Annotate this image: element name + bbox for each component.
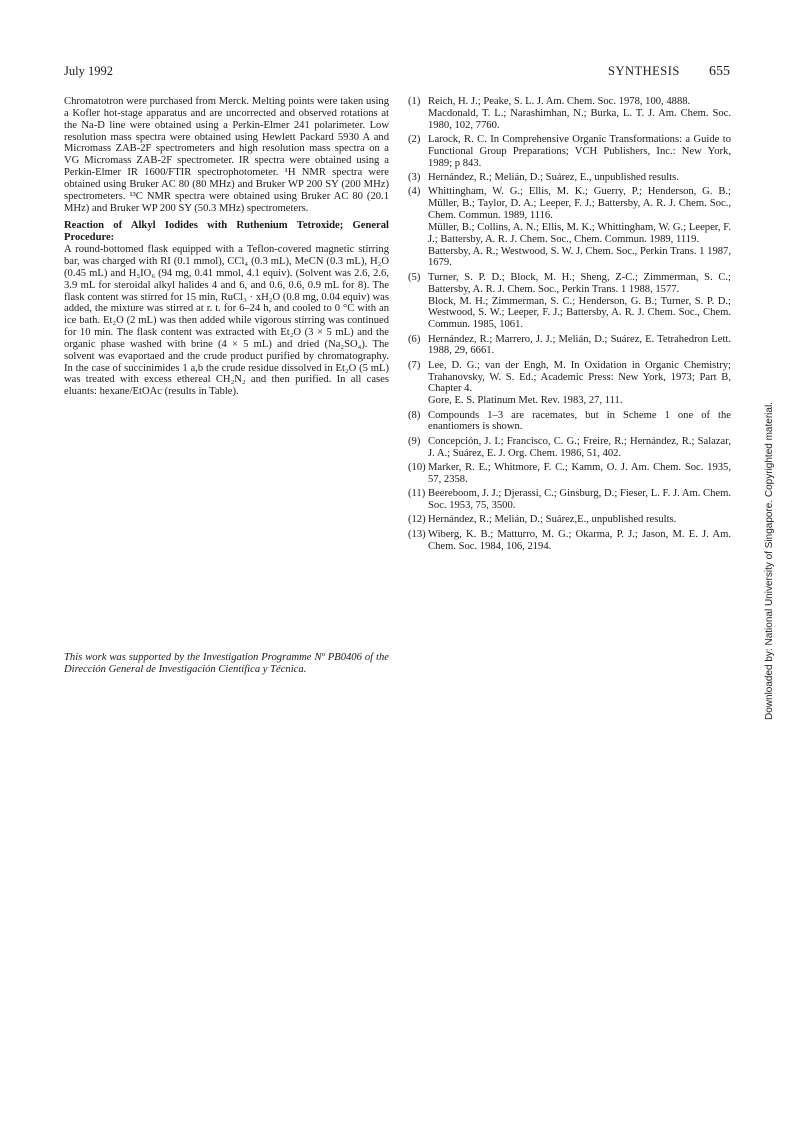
procedure-heading: Reaction of Alkyl Iodides with Ruthenium Tetroxide; General Procedure: xyxy=(64,220,389,244)
reference-text xyxy=(428,272,731,331)
reference-number: (7) xyxy=(408,359,421,371)
reference-text xyxy=(428,172,731,184)
reference-number: (10) xyxy=(408,461,426,473)
reference-text xyxy=(428,186,731,269)
procedure-paragraph: A round-bottomed flask equipped with a Teflon-covered magnetic stirring bar, was charged with RI (0.1 mmol), CCl₄ (0.3 mL), MeCN (0.3 mL), H₂O (0.45 mL) and H₅IO₆ (94 mg, 0.41 mmol, 4.1 equiv). (Solvent was 2.6, 2.6, 3.9 mL for steroidal alkyl halides 4 and 6, and 0.6, 0.6, 0.9 mL for 8). The flask content was stirred for 15 min, RuCl₃ · xH₂O (0.8 mg, 0.04 equiv) was added, the mixture was stirred at r. t. for 6–24 h, and cooled to 0 °C with an ice bath. Et₂O (2 mL) was then added while vigorous stirring was continued for 10 min. The flask content was extracted with Et₂O (3 × 5 mL) and the organic phase washed with brine (4 × 5 mL) and dried (Na₂SO₄). The solvent was evaportaed and the crude product purified by chromatography. In the case of succinimides 1 a,b the crude residue dissolved in Et₂O (5 mL) was treated with excess ethereal CH₂N₂ and then purified. In all cases eluants: hexane/EtOAc (results in Table). xyxy=(64,244,389,398)
reference-number: (9) xyxy=(408,435,421,447)
citation: Müller, B.; Collins, A. N.; Ellis, M. K.; Whittingham, W. G.; Leeper, F. J.; Battersby, A. R. J. Chem. Soc., Chem. Commun. 1989, 1119. xyxy=(428,221,731,245)
citation: Macdonald, T. L.; Narashimhan, N.; Burka, L. T. J. Am. Chem. Soc. 1980, 102, 7760. xyxy=(428,107,731,131)
citation: Compounds 1–3 are racemates, but in Scheme 1 one of the enantiomers is shown. xyxy=(428,409,731,433)
citation: Larock, R. C. In Comprehensive Organic Transformations: a Guide to Functional Group Preparations; VCH Publishers, Inc.: New York, 1989; p 843. xyxy=(428,134,731,169)
references-column xyxy=(408,96,731,555)
citation: Reich, H. J.; Peake, S. L. J. Am. Chem. Soc. 1978, 100, 4888. xyxy=(428,96,691,107)
reference-number: (8) xyxy=(408,409,421,421)
reference-number: (4) xyxy=(408,186,421,198)
citation: Turner, S. P. D.; Block, M. H.; Sheng, Z-C.; Zimmerman, S. C.; Battersby, A. R. J. Chem. Soc., Perkin Trans. 1 1988, 1577. xyxy=(428,271,731,295)
reference-item xyxy=(408,272,731,331)
citation: Hernández, R.; Melián, D.; Suárez, E., unpublished results. xyxy=(428,172,679,184)
reference-item xyxy=(408,436,731,460)
journal-name: SYNTHESIS xyxy=(608,64,680,78)
download-watermark: Downloaded by: National University of Singapore. Copyrighted material. xyxy=(764,402,775,720)
citation: Beereboom, J. J.; Djerassi, C.; Ginsburg, D.; Fieser, L. F. J. Am. Chem. Soc. 1953, 75, 3500. xyxy=(428,488,731,511)
reference-number: (1) xyxy=(408,96,421,107)
citation: Whittingham, W. G.; Ellis, M. K.; Guerry, P.; Henderson, G. B.; Müller, B.; Taylor, D. A.; Leeper, F. J.; Battersby, A. R. J. Chem. Soc., Chem. Commun. 1989, 1116. xyxy=(428,186,731,222)
reference-text xyxy=(428,529,731,553)
reference-text xyxy=(428,436,731,460)
reference-item xyxy=(408,360,731,407)
reference-item xyxy=(408,488,731,512)
citation: Battersby, A. R.; Westwood, S. W. J. Chem. Soc., Perkin Trans. 1 1987, 1679. xyxy=(428,245,731,269)
reference-number: (5) xyxy=(408,271,421,283)
reference-item xyxy=(408,410,731,434)
citation: Concepción, J. I.; Francisco, C. G.; Freire, R.; Hernández, R.; Salazar, J. A.; Suárez, E. J. Org. Chem. 1986, 51, 402. xyxy=(428,435,731,459)
citation: Block, M. H.; Zimmerman, S. C.; Henderson, G. B.; Turner, S. P. D.; Westwood, S. W.; Leeper, F. J.; Battersby, A. R. J. Chem. Soc., Chem. Commun. 1985, 1061. xyxy=(428,295,731,331)
reference-text xyxy=(428,462,731,486)
reference-item xyxy=(408,172,731,184)
reference-item xyxy=(408,96,731,132)
reference-item xyxy=(408,134,731,170)
reference-text xyxy=(428,514,731,526)
reference-number: (3) xyxy=(408,172,421,184)
reference-number: (13) xyxy=(408,528,426,540)
reference-item xyxy=(408,529,731,553)
reference-item xyxy=(408,514,731,526)
running-header xyxy=(608,64,730,80)
citation: Wiberg, K. B.; Matturro, M. G.; Okarma, P. J.; Jason, M. E. J. Am. Chem. Soc. 1984, 106, 2194. xyxy=(428,528,731,552)
reference-number: (2) xyxy=(408,134,421,146)
acknowledgement: This work was supported by the Investigation Programme Nº PB0406 of the Dirección General de Investigación Científica y Técnica. xyxy=(64,652,389,675)
instrumentation-paragraph: Chromatotron were purchased from Merck. Melting points were taken using a Kofler hot-stage apparatus and are uncorrected and observed rotations at the Na-D line were obtained using a Perkin-Elmer 241 polarimeter. Low resolution mass spectra were obtained using Hewlett Packard 5930 A and Micromass ZAB-2F spectrometers and high resolution mass spectra on a VG Micromass ZAB-2F spectrometer. IR spectra were obtained using a Perkin-Elmer IR 1600/FTIR spectrophotometer. ¹H NMR spectra were obtained using Bruker AC 80 (80 MHz) and Bruker WP 200 SY (200 MHz) spectrometers. ¹³C NMR spectra were obtained using Bruker AC 80 (20.1 MHz) and Bruker WP 200 SY (50.3 MHz) spectrometers. xyxy=(64,96,389,214)
reference-number: (12) xyxy=(408,514,426,526)
citation: Lee, D. G.; van der Engh, M. In Oxidation in Organic Chemistry; Trahanovsky, W. S. Ed.; Academic Press: New York, 1973; Part B, Chapter 4. xyxy=(428,359,731,395)
running-date: July 1992 xyxy=(64,64,113,78)
reference-number: (11) xyxy=(408,488,426,500)
page-number: 655 xyxy=(709,64,730,79)
left-column xyxy=(64,96,389,675)
reference-text xyxy=(428,410,731,434)
reference-text xyxy=(428,96,731,132)
citation: Hernández, R.; Melián, D.; Suárez,E., unpublished results. xyxy=(428,514,677,526)
reference-text xyxy=(428,360,731,407)
reference-text xyxy=(428,488,731,512)
reference-item xyxy=(408,334,731,358)
reference-number: (6) xyxy=(408,333,421,345)
reference-text xyxy=(428,134,731,170)
citation: Marker, R. E.; Whitmore, F. C.; Kamm, O. J. Am. Chem. Soc. 1935, 57, 2358. xyxy=(428,461,731,485)
reference-item xyxy=(408,462,731,486)
reference-item xyxy=(408,186,731,269)
citation: Gore, E. S. Platinum Met. Rev. 1983, 27, 111. xyxy=(428,395,623,407)
reference-text xyxy=(428,334,731,358)
citation: Hernández, R.; Marrero, J. J.; Melián, D.; Suárez, E. Tetrahedron Lett. 1988, 29, 6661. xyxy=(428,333,731,357)
